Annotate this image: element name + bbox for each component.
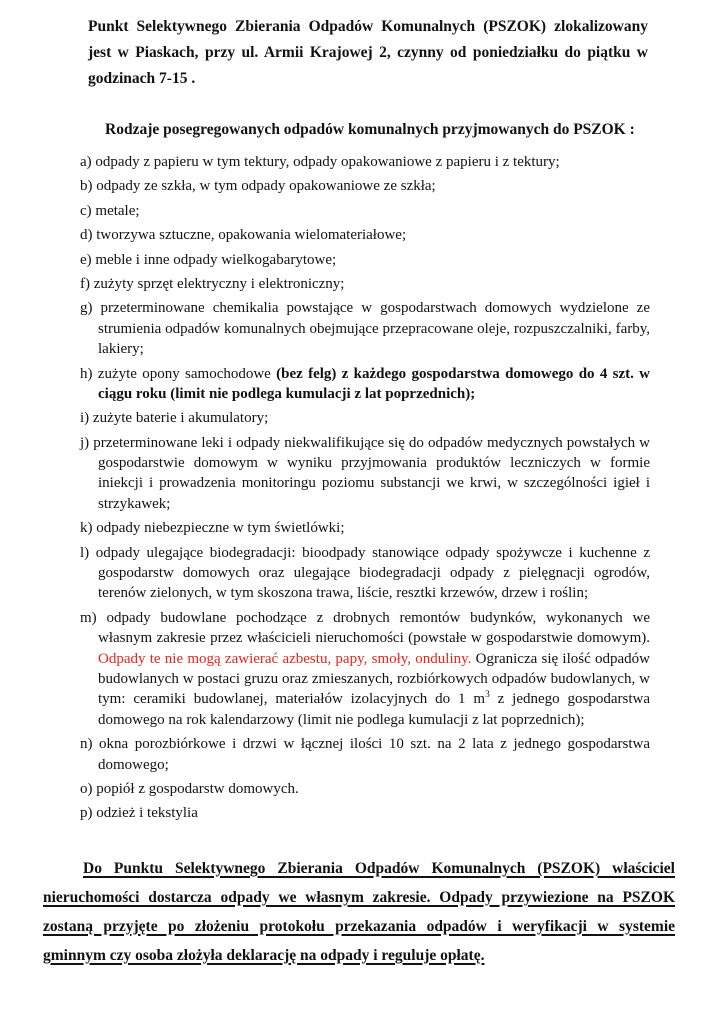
list-marker: f) — [80, 275, 94, 292]
intro-paragraph: Punkt Selektywnego Zbierania Odpadów Komunalnych (PSZOK) zlokalizowany jest w Piaskach, przy ul. Armii Krajowej 2, czynny od poniedziałku do piątku w godzinach 7-15 . — [88, 18, 648, 87]
list-marker: e) — [80, 251, 96, 268]
list-item-text: meble i inne odpady wielkogabarytowe; — [95, 251, 337, 268]
list-marker: h) — [80, 365, 98, 382]
list-item-text: zużyte opony samochodowe — [97, 365, 277, 382]
list-item-text: zużyte baterie i akumulatory; — [92, 410, 269, 427]
list-item-p — [80, 803, 650, 823]
list-item-text: zużyty sprzęt elektryczny i elektroniczny; — [93, 275, 345, 292]
list-item-text: przeterminowane chemikalia powstające w gospodarstwach domowych wydzielone ze strumienia odpadów komunalnych obejmujące przepracowane oleje, rozpuszczalniki, farby, lakiery; — [98, 300, 651, 358]
list-item-d — [80, 225, 650, 245]
list-item-h — [80, 364, 650, 405]
list-marker: j) — [80, 434, 94, 451]
list-item-n — [80, 734, 650, 775]
list-marker: l) — [80, 544, 96, 561]
waste-types-list — [80, 152, 650, 824]
list-item-text: odpady budowlane pochodzące z drobnych remontów budynków, wykonanych we własnym zakresie przez właścicieli nieruchomości (powstałe w gospodarstwie domowym). — [98, 609, 650, 647]
list-marker: b) — [80, 178, 97, 195]
list-item-i — [80, 408, 650, 428]
list-item-text: odpady z papieru w tym tektury, odpady opakowaniowe z papieru i z tektury; — [95, 154, 560, 170]
list-marker: a) — [80, 154, 96, 170]
list-item-text: tworzywa sztuczne, opakowania wielomateriałowe; — [96, 227, 407, 244]
list-item-a — [80, 152, 650, 172]
list-marker: i) — [80, 410, 93, 427]
list-marker: g) — [80, 300, 101, 317]
list-marker: n) — [80, 736, 100, 753]
list-item-j — [80, 433, 650, 515]
list-item-b — [80, 176, 650, 196]
list-item-text: okna porozbiórkowe i drzwi w łącznej ilości 10 szt. na 2 lata z jednego gospodarstwa domowego; — [98, 736, 650, 773]
list-item-text-warning: Odpady te nie mogą zawierać azbestu, papy, smoły, onduliny. — [98, 650, 476, 667]
list-item-c — [80, 201, 650, 221]
list-marker: m) — [80, 609, 107, 626]
list-item-k — [80, 518, 650, 538]
list-marker: k) — [80, 520, 97, 537]
list-item-g — [80, 298, 650, 359]
list-item-text: metale; — [95, 202, 140, 219]
list-item-text: odpady niebezpieczne w tym świetlówki; — [96, 520, 345, 537]
list-marker: p) — [80, 805, 97, 822]
list-item-text-bold: (bez felg) z każdego gospodarstwa domowego do 4 szt. w ciągu roku (limit nie podlega kumulacji z lat poprzednich); — [98, 365, 651, 402]
list-heading: Rodzaje posegregowanych odpadów komunalnych przyjmowanych do PSZOK : — [105, 121, 635, 138]
list-item-text: odzież i tekstylia — [96, 805, 198, 822]
list-item-m — [80, 608, 650, 730]
list-item-o — [80, 779, 650, 799]
list-item-text: odpady ulegające biodegradacji: bioodpady stanowiące odpady spożywcze i kuchenne z gospodarstw domowych oraz ulegające biodegradacji odpady z pielęgnacji ogrodów, terenów zielonych, w tym skoszona trawa, liście, resztki krzewów, drzew i roślin; — [95, 544, 651, 602]
list-item-text: odpady ze szkła, w tym odpady opakowaniowe ze szkła; — [96, 178, 436, 195]
list-marker: o) — [80, 780, 97, 797]
list-marker: d) — [80, 227, 97, 244]
list-item-e — [80, 250, 650, 270]
list-item-l — [80, 543, 650, 604]
list-marker: c) — [80, 202, 96, 219]
list-item-text: z jednego gospodarstwa domowego na rok kalendarzowy (limit nie podlega kumulacji z lat poprzednich); — [98, 691, 650, 728]
list-item-text: popiół z gospodarstw domowych. — [96, 780, 299, 797]
list-item-f — [80, 274, 650, 294]
list-item-text: Ogranicza się ilość odpadów budowlanych w postaci gruzu oraz zmieszanych, rozbiórkowych odpadów budowlanych, w tym: ceramiki budowlanej, materiałów izolacyjnych do 1 m — [98, 650, 650, 708]
closing-paragraph: Do Punktu Selektywnego Zbierania Odpadów Komunalnych (PSZOK) właściciel nieruchomości dostarcza odpady we własnym zakresie. Odpady przywiezione na PSZOK zostaną przyjęte po złożeniu protokołu przekazania odpadów i weryfikacji w systemie gminnym czy osoba złożyła deklarację na odpady i reguluje opłatę. — [43, 859, 675, 964]
list-item-text: przeterminowane leki i odpady niekwalifikujące się do odpadów medycznych powstałych w gospodarstwie domowym w wyniku przyjmowania produktów leczniczych w formie iniekcji i prowadzenia monitoringu poziomu substancji we krwi, w szczególności igieł i strzykawek; — [93, 434, 650, 512]
superscript-cubic: 3 — [485, 690, 490, 701]
